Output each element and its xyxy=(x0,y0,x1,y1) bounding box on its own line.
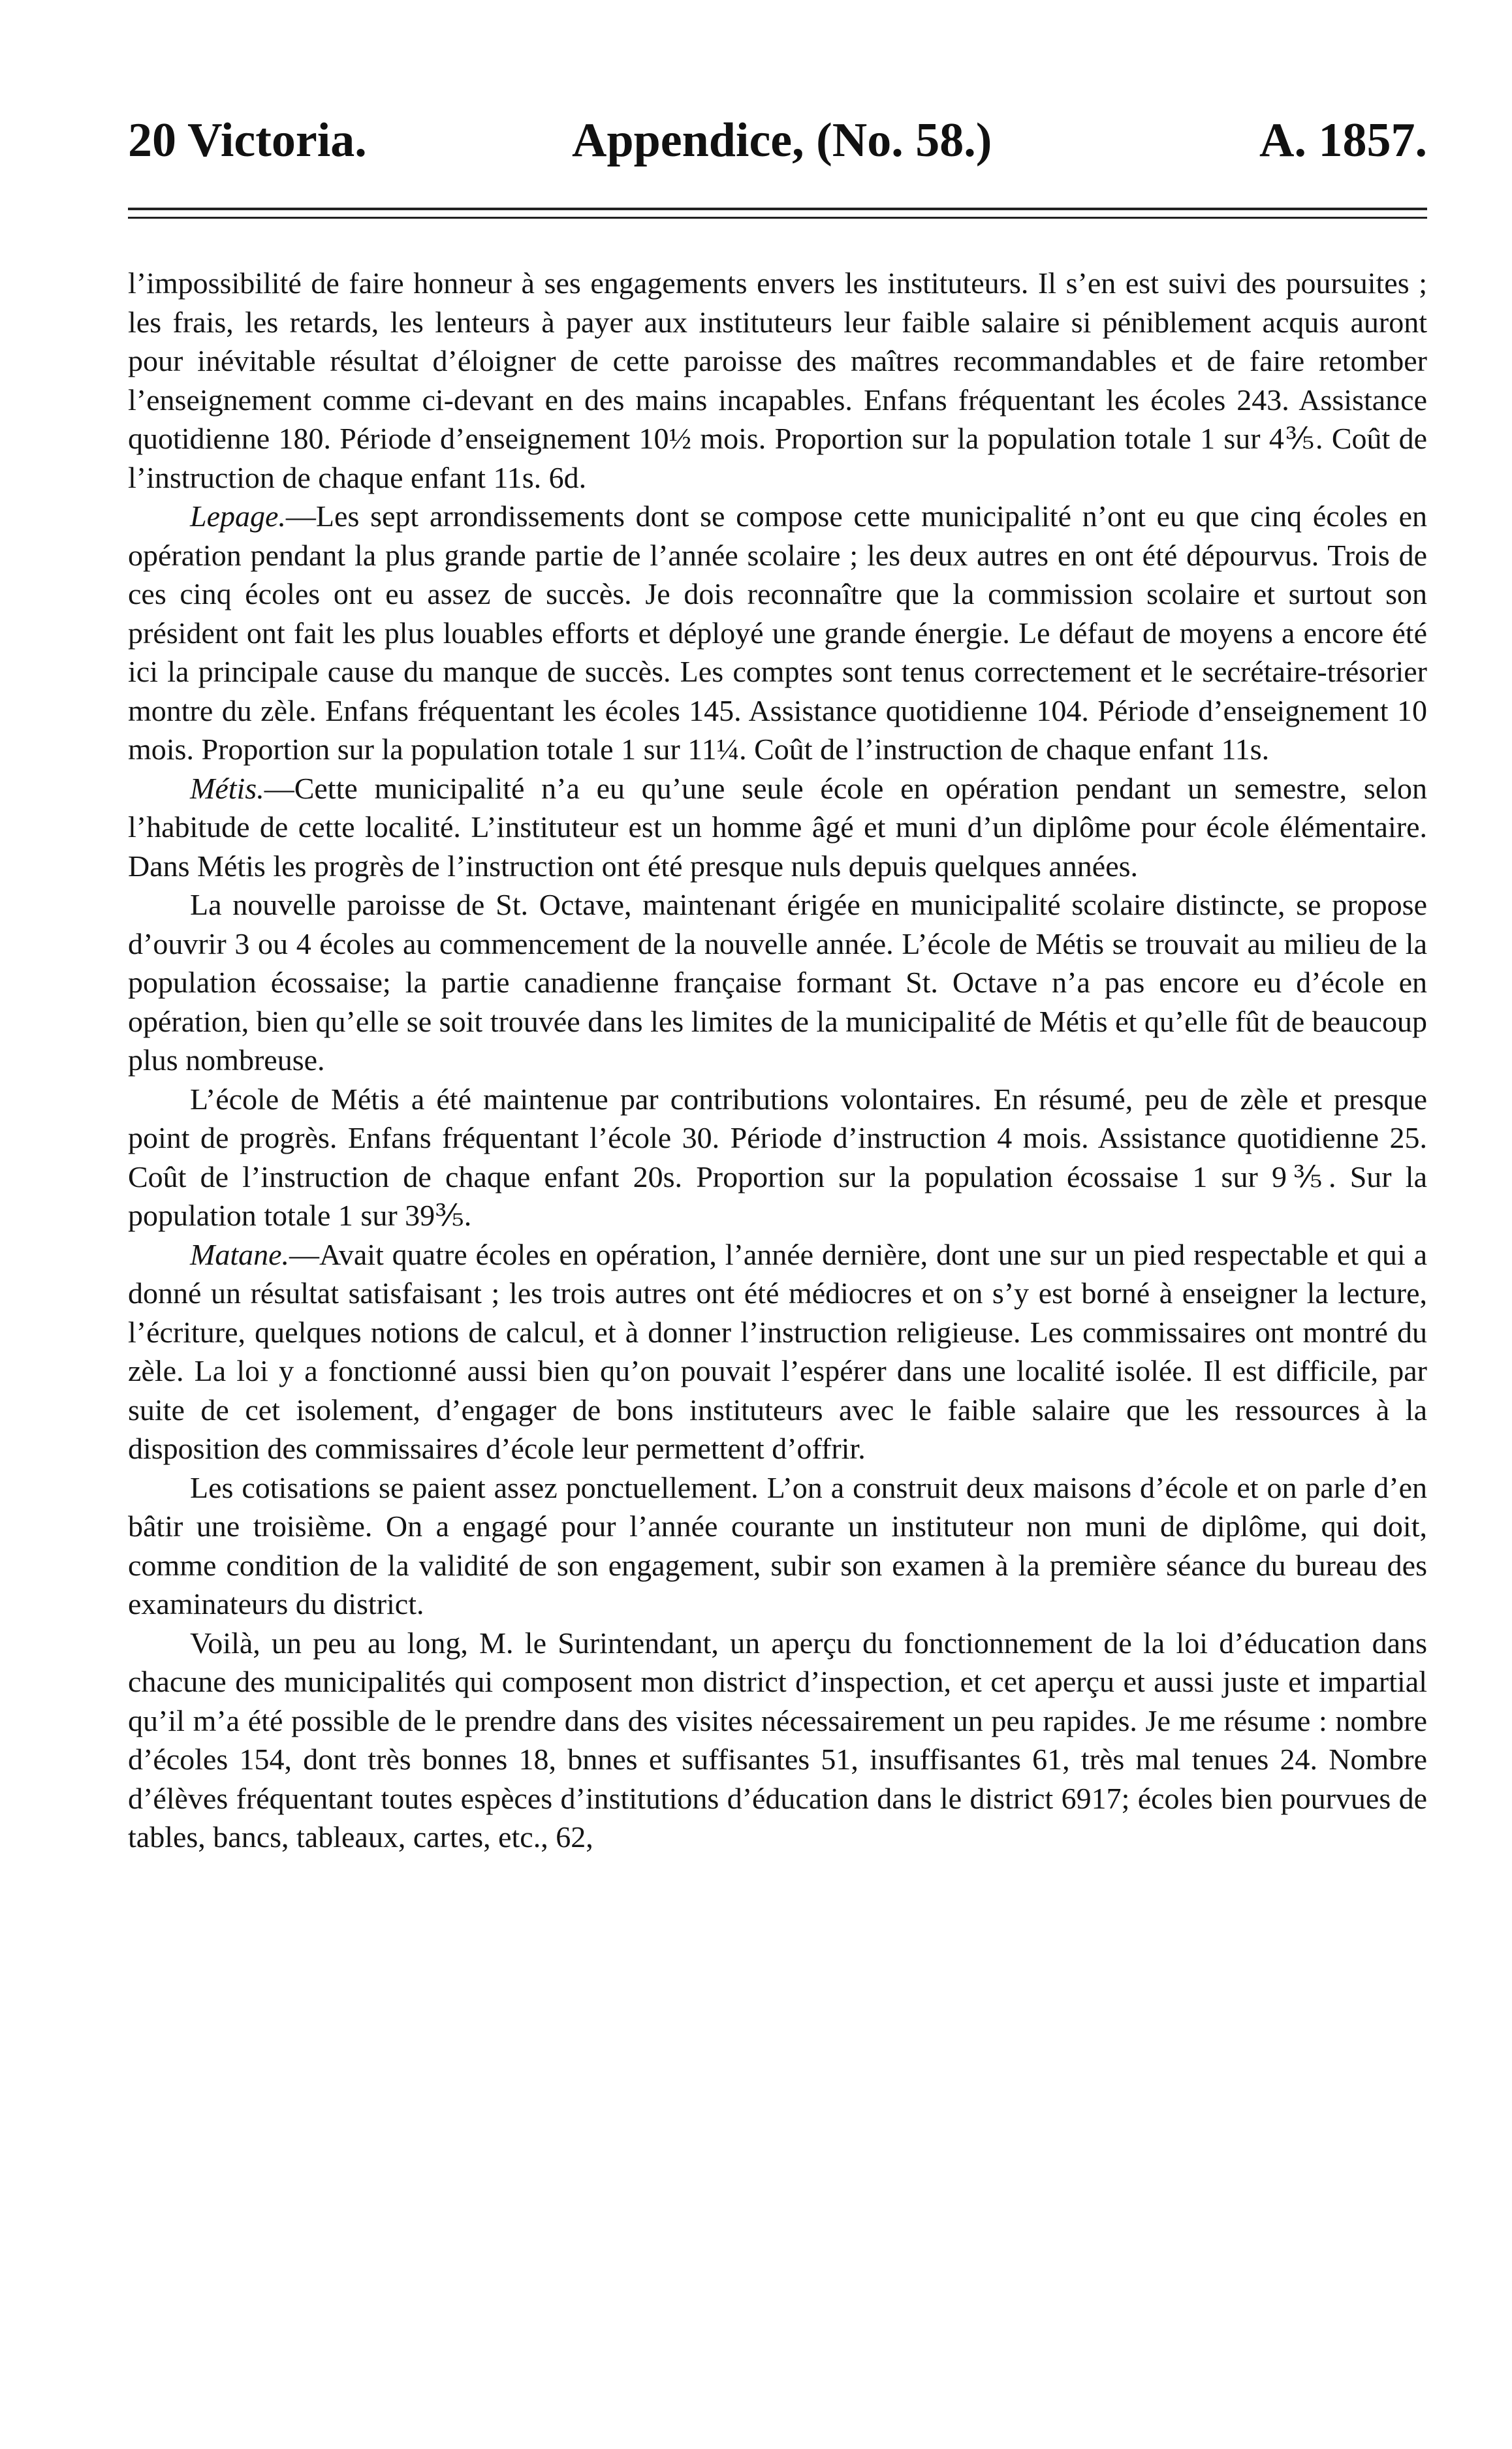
paragraph-st-octave-text: La nouvelle paroisse de St. Octave, maintenant érigée en municipalité scolaire distincte, se propose d’ouvrir 3 ou 4 écoles au commencement de la nouvelle année. L’école de Métis se trouvait au milieu de la population écossaise; la partie canadienne française formant St. Octave n’a pas encore eu d’école en opération, bien qu’elle se soit trouvée dans les limites de la municipalité de Métis et qu’elle fût de beaucoup plus nombreuse. xyxy=(128,888,1427,1077)
paragraph-cotisations xyxy=(128,1468,1427,1624)
header-rule-top xyxy=(128,208,1427,210)
paragraph-lepage-text: —Les sept arrondissements dont se compose cette municipalité n’ont eu que cinq écoles en opération pendant la plus grande partie de l’année scolaire ; les deux autres en ont été dépourvus. Trois de ces cinq écoles ont eu assez de succès. Je dois reconnaître que la commission scolaire et surtout son président ont fait les plus louables efforts et déployé une grande énergie. Le défaut de moyens a encore été ici la principale cause du manque de succès. Les comptes sont tenus correctement et le secrétaire-trésorier montre du zèle. Enfans fréquentant les écoles 145. Assistance quotidienne 104. Période d’enseignement 10 mois. Proportion sur la population totale 1 sur 11¼. Coût de l’instruction de chaque enfant 11s. xyxy=(128,499,1427,766)
paragraph-matane xyxy=(128,1235,1427,1468)
paragraph-cotisations-text: Les cotisations se paient assez ponctuellement. L’on a construit deux maisons d’école et on parle d’en bâtir une troisième. On a engagé pour l’année courante un instituteur non muni de diplôme, qui doit, comme condition de la validité de son engagement, subir son examen à la première séance du bureau des examinateurs du district. xyxy=(128,1470,1427,1620)
paragraph-intro-text: l’impossibilité de faire honneur à ses engagements envers les instituteurs. Il s’en est suivi des poursuites ; les frais, les retards, les lenteurs à payer aux instituteurs leur faible salaire si péniblement acquis auront pour inévitable résultat d’éloigner de cette paroisse des maîtres recommandables et de faire retomber l’enseignement comme ci-devant en des mains incapables. Enfans fréquentant les écoles 243. Assistance quotidienne 180. Période d’enseignement 10½ mois. Proportion sur la population totale 1 sur 4⅗. Coût de l’instruction de chaque enfant 11s. 6d. xyxy=(128,266,1427,494)
header-session: 20 Victoria. xyxy=(128,114,367,167)
body-text xyxy=(128,264,1427,1857)
paragraph-metis-text: —Cette municipalité n’a eu qu’une seule école en opération pendant un semestre, selon l’habitude de cette localité. L’instituteur est un homme âgé et muni d’un diplôme pour école élémentaire. Dans Métis les progrès de l’instruction ont été presque nuls depuis quelques années. xyxy=(128,771,1427,883)
paragraph-conclusion-text: Voilà, un peu au long, M. le Surintendant, un aperçu du fonctionnement de la loi d’éducation dans chacune des municipalités qui composent mon district d’inspection, et cet aperçu et aussi juste et impartial qu’il m’a été possible de le prendre dans des visites nécessairement un peu rapides. Je me résume : nombre d’écoles 154, dont très bonnes 18, bnnes et suffisantes 51, insuffisantes 61, très mal tenues 24. Nombre d’élèves fréquentant toutes espèces d’institutions d’éducation dans le district 6917; écoles bien pourvues de tables, bancs, tableaux, cartes, etc., 62, xyxy=(128,1626,1427,1854)
paragraph-st-octave xyxy=(128,885,1427,1080)
paragraph-lepage xyxy=(128,497,1427,769)
paragraph-matane-lead: Matane. xyxy=(190,1237,290,1271)
page-header xyxy=(128,111,1427,170)
paragraph-matane-text: —Avait quatre écoles en opération, l’année dernière, dont une sur un pied respectable et qui a donné un résultat satisfaisant ; les trois autres ont été médiocres et on s’y est borné à enseigner la lecture, l’écriture, quelques notions de calcul, et à donner l’instruction religieuse. Les commissaires ont montré du zèle. La loi y a fonctionné aussi bien qu’on pouvait l’espérer dans une localité isolée. Il est difficile, par suite de cet isolement, d’engager de bons instituteurs avec le faible salaire que les ressources à la disposition des commissaires d’école leur permettent d’offrir. xyxy=(128,1237,1427,1465)
header-appendix: Appendice, (No. 58.) xyxy=(572,114,992,167)
paragraph-metis-summary-text: L’école de Métis a été maintenue par contributions volontaires. En résumé, peu de zèle et presque point de progrès. Enfans fréquentant l’école 30. Période d’instruction 4 mois. Assistance quotidienne 25. Coût de l’instruction de chaque enfant 20s. Proportion sur la population écossaise 1 sur 9⅗. Sur la population totale 1 sur 39⅗. xyxy=(128,1082,1427,1232)
paragraph-metis-lead: Métis. xyxy=(190,771,264,805)
paragraph-conclusion xyxy=(128,1624,1427,1857)
paragraph-metis-summary xyxy=(128,1080,1427,1235)
header-rule-bottom xyxy=(128,217,1427,219)
paragraph-intro xyxy=(128,264,1427,497)
header-year: A. 1857. xyxy=(1259,114,1427,167)
paragraph-metis xyxy=(128,769,1427,886)
paragraph-lepage-lead: Lepage. xyxy=(190,499,286,533)
